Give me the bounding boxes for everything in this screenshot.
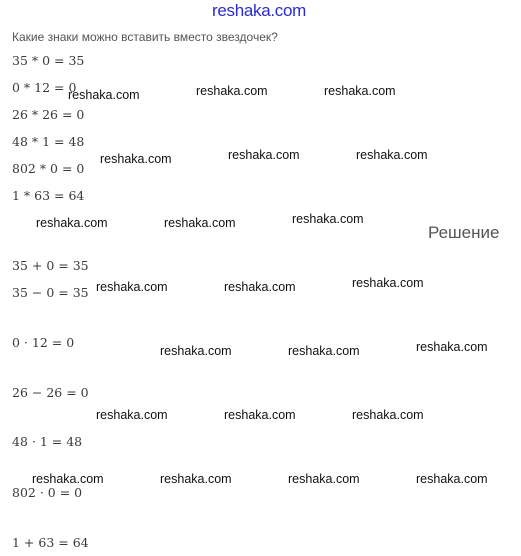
watermark: reshaka.com xyxy=(352,276,424,290)
solution-equation: 26 − 26 = 0 xyxy=(12,385,89,400)
watermark: reshaka.com xyxy=(160,344,232,358)
site-title: reshaka.com xyxy=(212,1,307,20)
watermark: reshaka.com xyxy=(196,84,268,98)
watermark: reshaka.com xyxy=(288,344,360,358)
solution-equation: 35 + 0 = 35 xyxy=(12,258,89,273)
watermark: reshaka.com xyxy=(96,408,168,422)
solution-equation: 0 · 12 = 0 xyxy=(12,335,75,350)
watermark: reshaka.com xyxy=(324,84,396,98)
solution-equation: 35 − 0 = 35 xyxy=(12,285,89,300)
watermark: reshaka.com xyxy=(164,216,236,230)
watermark: reshaka.com xyxy=(160,472,232,486)
watermark: reshaka.com xyxy=(68,88,140,102)
watermark: reshaka.com xyxy=(352,408,424,422)
solution-heading: Решение xyxy=(428,223,500,242)
watermark: reshaka.com xyxy=(96,280,168,294)
watermark: reshaka.com xyxy=(288,472,360,486)
watermark: reshaka.com xyxy=(416,472,488,486)
watermark: reshaka.com xyxy=(32,472,104,486)
watermark: reshaka.com xyxy=(224,280,296,294)
task-equation: 0 * 12 = 0 xyxy=(12,80,77,95)
solution-equation: 802 · 0 = 0 xyxy=(12,485,83,500)
task-equation: 1 * 63 = 64 xyxy=(12,188,85,203)
task-equation: 802 * 0 = 0 xyxy=(12,161,85,176)
watermark: reshaka.com xyxy=(100,152,172,166)
question-text: Какие знаки можно вставить вместо звездочек? xyxy=(12,30,278,44)
solution-equation: 48 · 1 = 48 xyxy=(12,434,83,449)
watermark: reshaka.com xyxy=(356,148,428,162)
watermark: reshaka.com xyxy=(36,216,108,230)
solution-equation: 1 + 63 = 64 xyxy=(12,535,89,550)
task-equation: 26 * 26 = 0 xyxy=(12,107,85,122)
watermark: reshaka.com xyxy=(292,212,364,226)
watermark: reshaka.com xyxy=(228,148,300,162)
task-equation: 35 * 0 = 35 xyxy=(12,53,85,68)
watermark: reshaka.com xyxy=(416,340,488,354)
task-equation: 48 * 1 = 48 xyxy=(12,134,85,149)
watermark: reshaka.com xyxy=(224,408,296,422)
